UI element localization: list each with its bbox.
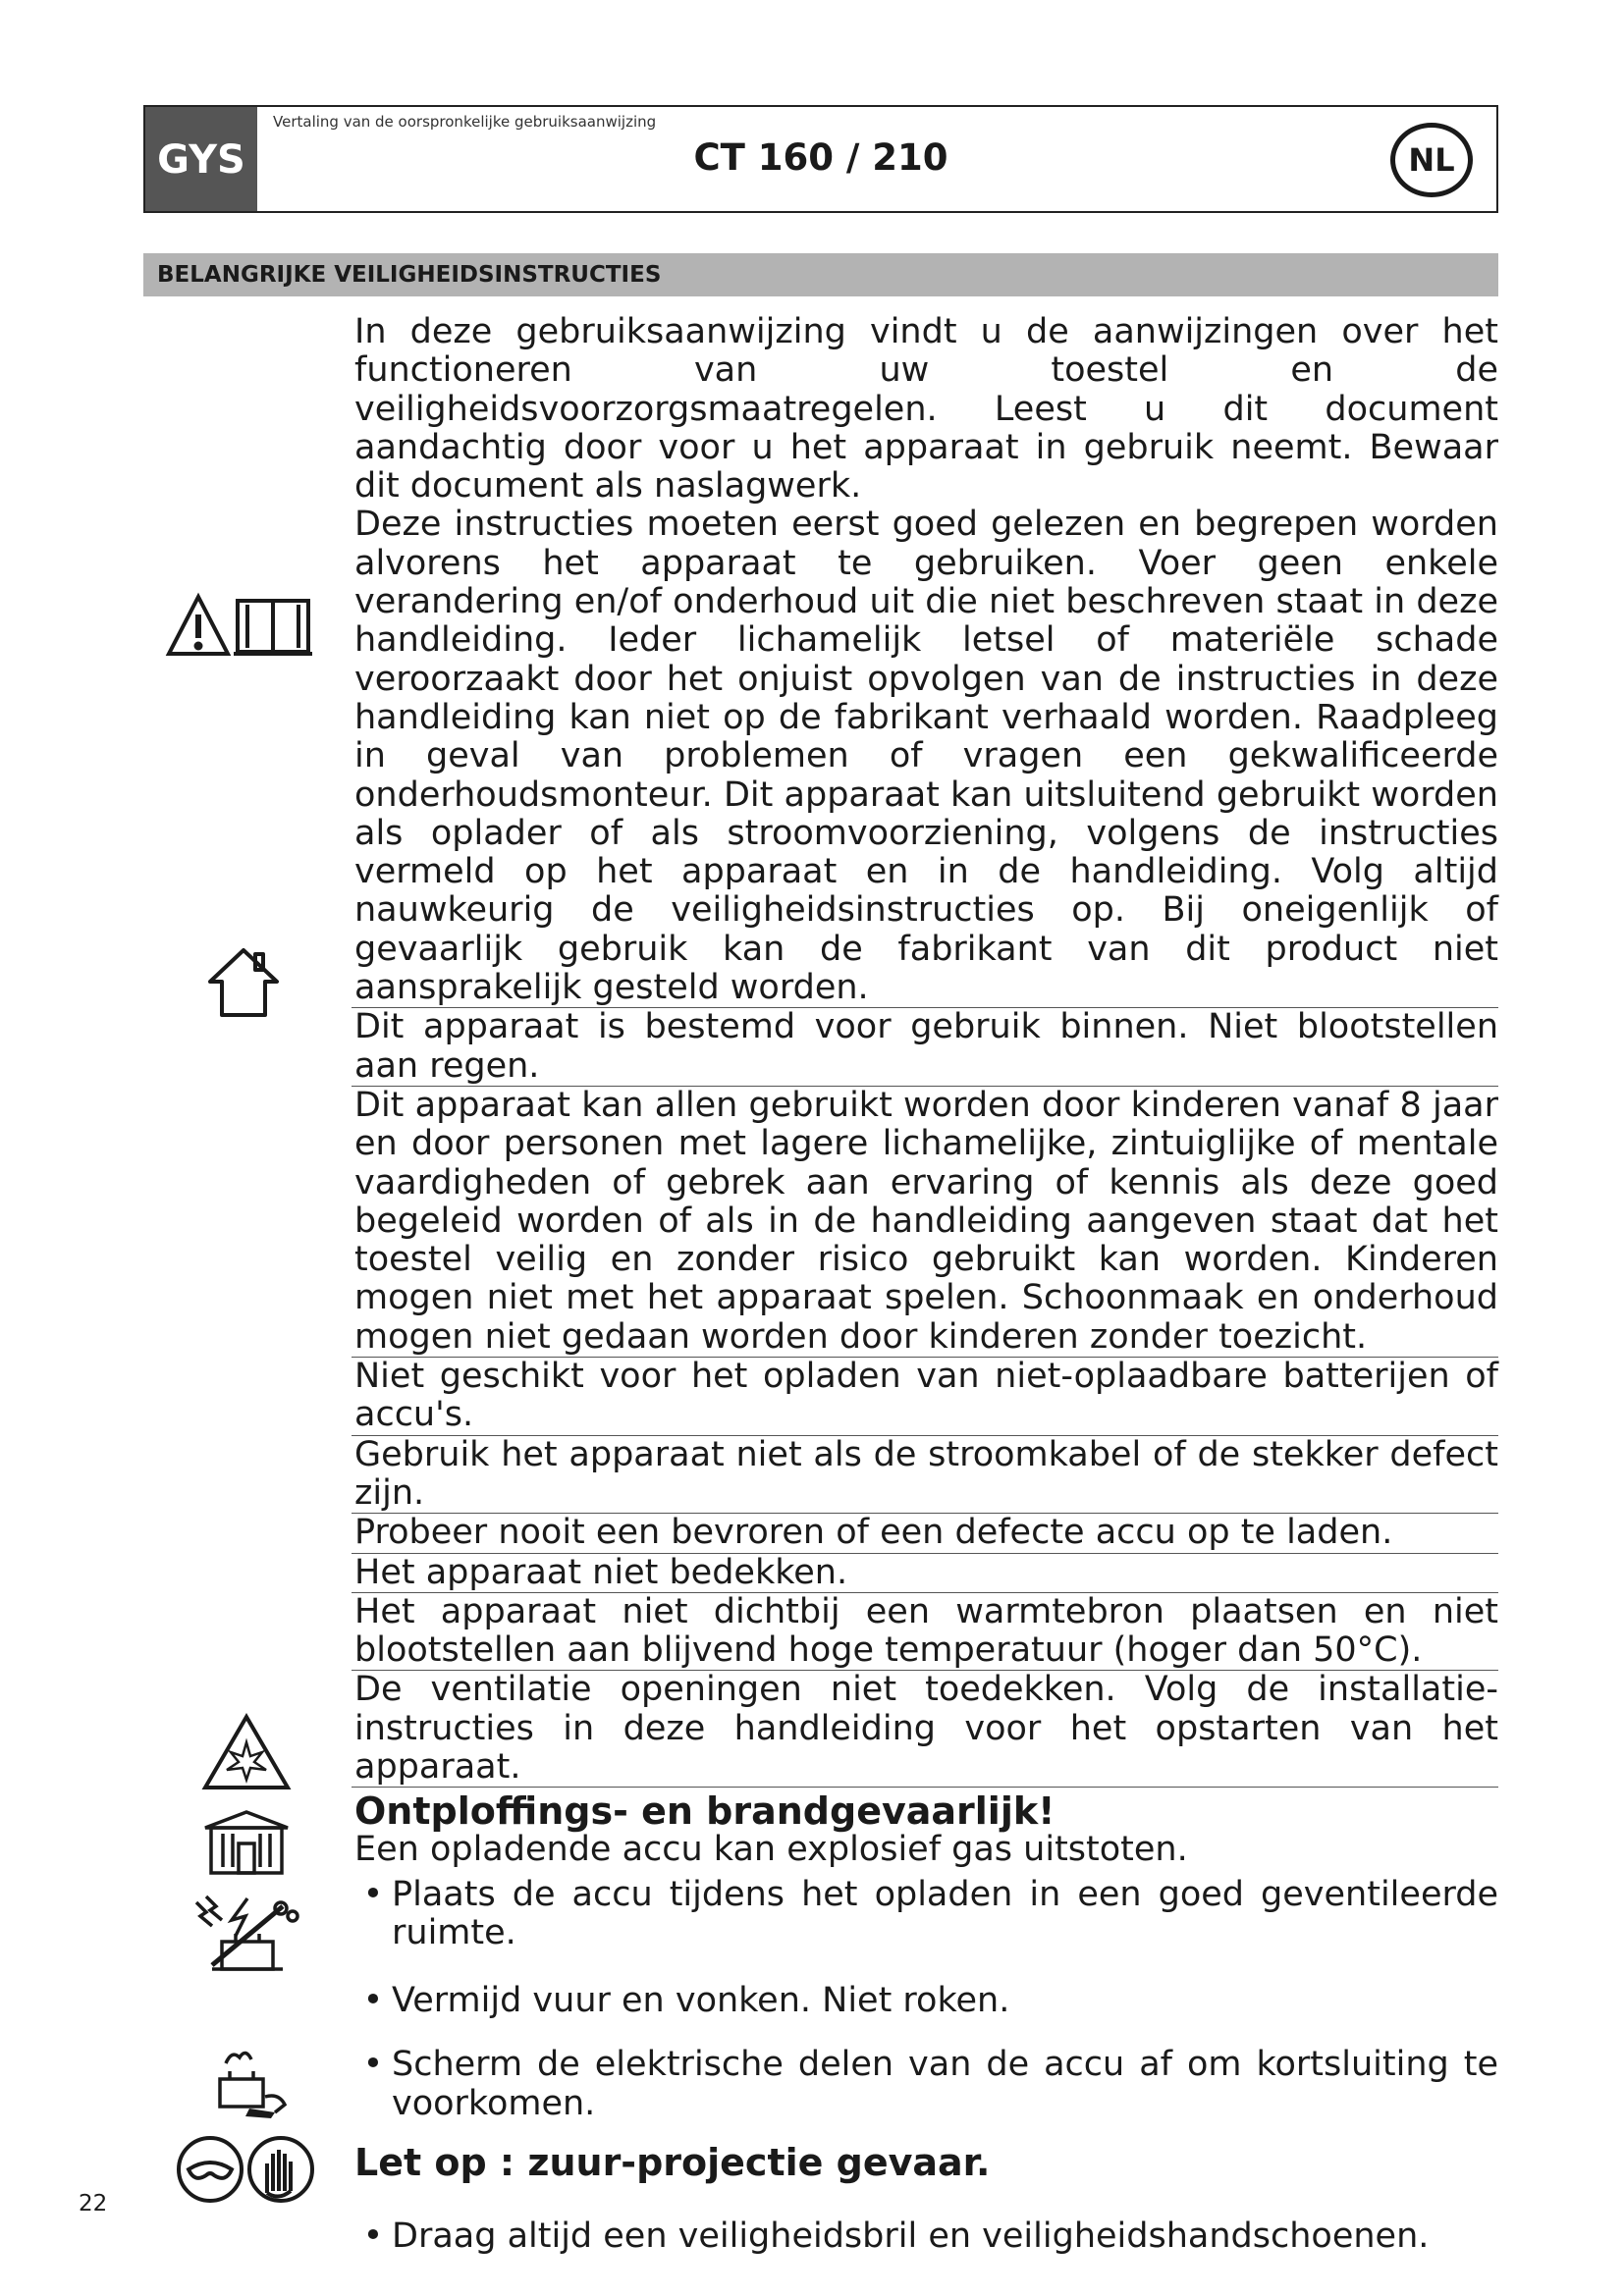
indoor-house-icon xyxy=(204,944,283,1019)
bullet-dot: • xyxy=(362,1874,384,1914)
model-title: CT 160 / 210 xyxy=(693,136,948,179)
intro-paragraph-1: In deze gebruiksaanwijzing vindt u de aanwijzingen over het functioneren van uw toestel en de veiligheidsvoorzorgsmaatregelen. Leest u dit document aandachtig door voor u het apparaat in gebruik neemt. Bewaar dit document als naslagwerk. xyxy=(354,312,1498,507)
translation-note: Vertaling van de oorspronkelijke gebruiksaanwijzing xyxy=(273,113,657,131)
short-circuit-bullet: Scherm de elektrische delen van de accu af om kortsluiting te voorkomen. xyxy=(392,2045,1498,2123)
heat-paragraph: Het apparaat niet dichtbij een warmtebron plaatsen en niet blootstellen aan blijvend hoge temperatuur (hoger dan 50°C). xyxy=(352,1593,1498,1672)
warning-read-manual-icon xyxy=(165,591,322,660)
intro-paragraph-2: Deze instructies moeten eerst goed gelezen en begrepen worden alvorens het apparaat te gebruiken. Voer geen enkele verandering en/of onderhoud uit die niet beschreven staat in deze handleiding. Ieder lichamelijk letsel of materiële schade veroorzaakt door het onjuist opvolgen van de instructies in deze handleiding kan niet op de fabrikant verhaald worden. Raadpleeg in geval van problemen of vragen een gekwalificeerde onderhoudsmonteur. Dit apparaat kan uitsluitend gebruikt worden als oplader of als stroomvoorziening, volgens de instructies vermeld op het apparaat en in de handleiding. Volg altijd nauwkeurig de veiligheidsinstructies op. Bij oneigenlijk of gevaarlijk gebruik kan de fabrikant van dit product niet aansprakelijk gesteld worden. xyxy=(352,506,1498,1008)
section-title: BELANGRIJKE VEILIGHEIDSINSTRUCTIES xyxy=(143,253,1498,296)
bullet-dot: • xyxy=(362,1981,384,2021)
explosion-heading: Ontploffings- en brandgevaarlijk! xyxy=(354,1789,1056,1834)
logo-text: GYS xyxy=(157,137,245,183)
list-item xyxy=(352,2046,1498,2123)
page-number: 22 xyxy=(79,2191,108,2216)
bullet-dot: • xyxy=(362,2216,384,2257)
protective-gear-bullet: Draag altijd een veiligheidsbril en veiligheidshandschoenen. xyxy=(392,2216,1430,2257)
document-header xyxy=(143,105,1498,213)
bullet-dot: • xyxy=(362,2045,384,2085)
language-badge: NL xyxy=(1390,123,1473,197)
no-fire-sparks-icon xyxy=(192,1893,302,1973)
ventilation-bullet: Plaats de accu tijdens het opladen in een goed geventileerde ruimte. xyxy=(392,1874,1498,1952)
acid-heading: Let op : zuur-projectie gevaar. xyxy=(354,2141,991,2185)
no-cover-paragraph: Het apparaat niet bedekken. xyxy=(352,1554,1498,1593)
children-paragraph: Dit apparaat kan allen gebruikt worden door kinderen vanaf 8 jaar en door personen met lagere lichamelijke, zintuiglijke of mentale vaardigheden of gebrek aan ervaring of kennis als deze goed begeleid worden of als in de handleiding aangeven staat dat het toestel veilig en zonder risico gebruikt kan worden. Kinderen mogen niet met het apparaat spelen. Schoonmaak en onderhoud mogen niet gedaan worden door kinderen zonder toezicht. xyxy=(352,1087,1498,1358)
ventilated-room-icon xyxy=(201,1808,292,1875)
list-item xyxy=(352,1982,1498,2020)
book-icon xyxy=(273,601,308,652)
cable-paragraph: Gebruik het apparaat niet als de stroomkabel of de stekker defect zijn. xyxy=(352,1436,1498,1515)
indoor-use-paragraph: Dit apparaat is bestemd voor gebruik binnen. Niet blootstellen aan regen. xyxy=(352,1008,1498,1087)
list-item xyxy=(352,2217,1498,2256)
frozen-battery-paragraph: Probeer nooit een bevroren of een defecte accu op te laden. xyxy=(352,1514,1498,1553)
ventilation-paragraph: De ventilatie openingen niet toedekken. Volg de installatie-instructies in deze handleiding voor het opstarten van het apparaat. xyxy=(352,1671,1498,1788)
instructions-content xyxy=(352,313,1498,2256)
list-item xyxy=(352,1876,1498,1953)
explosion-intro: Een opladende accu kan explosief gas uitstoten. xyxy=(354,1830,1188,1870)
acid-projection-icon xyxy=(206,2044,291,2118)
explosion-warning-icon xyxy=(201,1713,292,1791)
non-rechargeable-paragraph: Niet geschikt voor het opladen van niet-oplaadbare batterijen of accu's. xyxy=(352,1358,1498,1436)
goggles-gloves-icon xyxy=(175,2134,318,2205)
no-fire-bullet: Vermijd vuur en vonken. Niet roken. xyxy=(392,1981,1010,2021)
